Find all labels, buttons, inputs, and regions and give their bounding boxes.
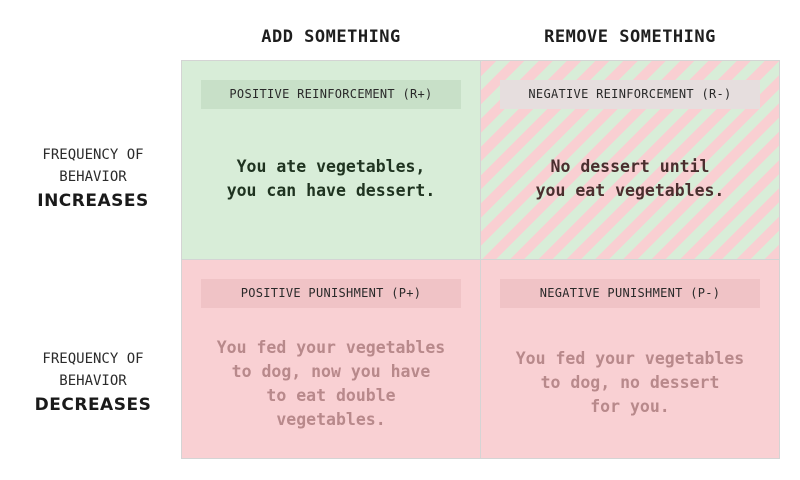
text-positive-reinforcement: You ate vegetables, you can have dessert. bbox=[226, 157, 436, 200]
column-header-remove-something: REMOVE SOMETHING bbox=[544, 27, 716, 47]
row-header-decreases bbox=[20, 348, 166, 418]
row-header-decreases-emphasis: DECREASES bbox=[34, 395, 152, 415]
label-positive-reinforcement: POSITIVE REINFORCEMENT (R+) bbox=[201, 80, 461, 109]
label-positive-punishment: POSITIVE PUNISHMENT (P+) bbox=[201, 279, 461, 308]
cell-negative-punishment bbox=[480, 259, 780, 459]
cell-positive-reinforcement bbox=[181, 60, 481, 260]
text-negative-punishment: You fed your vegetables to dog, no dessert for you. bbox=[515, 349, 745, 416]
text-positive-punishment: You fed your vegetables to dog, now you have to eat double vegetables. bbox=[216, 338, 446, 429]
row-header-decreases-line1: FREQUENCY OF bbox=[42, 351, 144, 367]
row-header-increases-emphasis: INCREASES bbox=[37, 191, 149, 211]
column-header-add-something: ADD SOMETHING bbox=[261, 27, 401, 47]
text-negative-reinforcement: No dessert until you eat vegetables. bbox=[535, 157, 725, 200]
label-negative-reinforcement: NEGATIVE REINFORCEMENT (R-) bbox=[500, 80, 760, 109]
cell-positive-punishment bbox=[181, 259, 481, 459]
row-header-decreases-line2: BEHAVIOR bbox=[59, 373, 127, 389]
row-header-increases bbox=[20, 144, 166, 214]
cell-negative-reinforcement bbox=[480, 60, 780, 260]
label-negative-punishment: NEGATIVE PUNISHMENT (P-) bbox=[500, 279, 760, 308]
row-header-increases-line2: BEHAVIOR bbox=[59, 169, 127, 185]
row-header-increases-line1: FREQUENCY OF bbox=[42, 147, 144, 163]
